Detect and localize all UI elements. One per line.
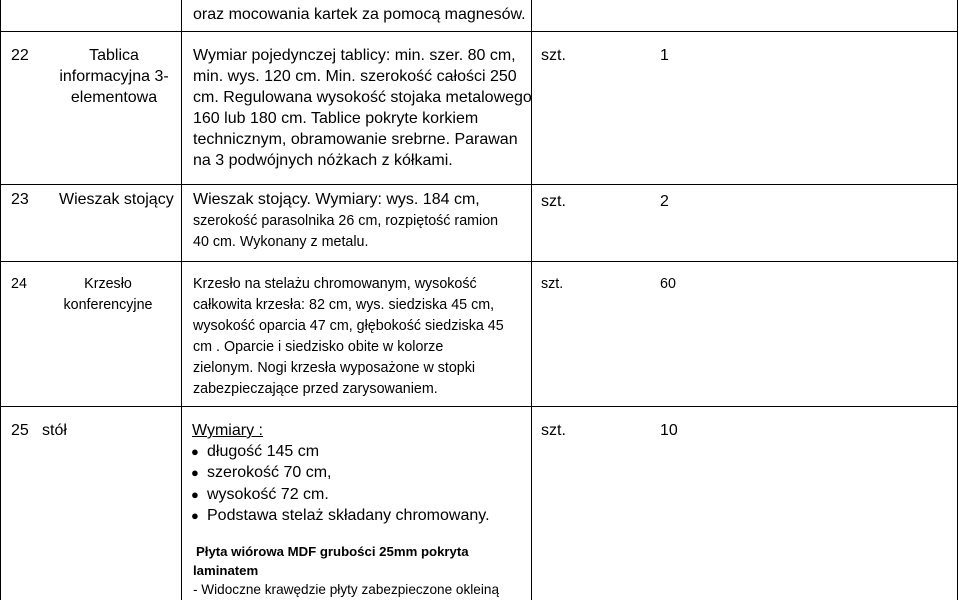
description-line: 160 lub 180 cm. Tablice pokryte korkiem	[193, 110, 479, 127]
row-divider-24-25	[0, 406, 958, 407]
quantity-value: 60	[660, 276, 676, 292]
description-line: na 3 podwójnych nóżkach z kółkami.	[193, 152, 453, 169]
row-number: 24	[11, 276, 27, 292]
column-divider-name-desc	[181, 0, 182, 600]
bullet-item: szerokość 70 cm,	[207, 464, 332, 481]
item-name-line: informacyjna 3-	[59, 68, 169, 85]
item-name-line: Tablica	[89, 47, 139, 64]
material-description-line: laminatem	[193, 563, 259, 578]
table-border-right	[957, 0, 958, 600]
description-line: zielonym. Nogi krzesła wyposażone w stopki	[193, 360, 476, 376]
dimensions-heading: Wymiary :	[192, 422, 263, 439]
quantity-value: 10	[660, 422, 678, 439]
row-number: 25	[11, 422, 29, 439]
bullet-item: Podstawa stelaż składany chromowany.	[207, 507, 490, 524]
bullet-item: wysokość 72 cm.	[207, 486, 329, 503]
item-name-line: Krzesło	[84, 276, 132, 292]
unit-label: szt.	[541, 193, 566, 210]
description-line: cm. Regulowana wysokość stojaka metalowego	[193, 89, 532, 106]
description-line: całkowita krzesła: 82 cm, wys. siedziska 45 cm,	[193, 297, 495, 313]
row-number: 22	[11, 47, 29, 64]
item-name-line: elementowa	[70, 89, 158, 106]
bullet-item: długość 145 cm	[207, 443, 320, 460]
description-line: zabezpieczające przed zarysowaniem.	[193, 381, 438, 397]
description-line: Krzesło na stelażu chromowanym, wysokość	[193, 276, 477, 292]
description-line: Wieszak stojący. Wymiary: wys. 184 cm,	[193, 191, 480, 208]
item-name-line: konferencyjne	[63, 297, 153, 313]
item-name-line: stół	[42, 422, 67, 439]
row-number: 23	[11, 191, 29, 208]
quantity-value: 1	[660, 47, 669, 64]
description-line: Wymiar pojedynczej tablicy: min. szer. 80 cm,	[193, 47, 516, 64]
description-line: szerokość parasolnika 26 cm, rozpiętość ramion	[193, 213, 499, 229]
description-line: min. wys. 120 cm. Min. szerokość całości 250	[193, 68, 517, 85]
row-divider-prev-22	[0, 31, 958, 32]
unit-label: szt.	[541, 276, 564, 292]
description-line: technicznym, obramowanie srebrne. Parawan	[193, 131, 518, 148]
unit-label: szt.	[541, 47, 566, 64]
prev-row-description-tail: oraz mocowania kartek za pomocą magnesów.	[193, 6, 526, 23]
description-line: wysokość oparcia 47 cm, głębokość siedziska 45	[193, 318, 504, 334]
item-name-line: Wieszak stojący	[59, 191, 174, 208]
bullet-icon: ●	[191, 465, 199, 480]
row-divider-22-23	[0, 184, 958, 185]
table-border-left	[0, 0, 1, 600]
row-divider-23-24	[0, 261, 958, 262]
bullet-icon: ●	[191, 508, 199, 523]
bullet-icon: ●	[191, 487, 199, 502]
unit-label: szt.	[541, 422, 566, 439]
edge-description-line: - Widoczne krawędzie płyty zabezpieczone okleiną	[193, 582, 500, 597]
bullet-icon: ●	[191, 444, 199, 459]
quantity-value: 2	[660, 193, 669, 210]
description-line: 40 cm. Wykonany z metalu.	[193, 234, 369, 250]
material-description-line: Płyta wiórowa MDF grubości 25mm pokryta	[196, 544, 469, 559]
description-line: cm . Oparcie i siedzisko obite w kolorze	[193, 339, 444, 355]
